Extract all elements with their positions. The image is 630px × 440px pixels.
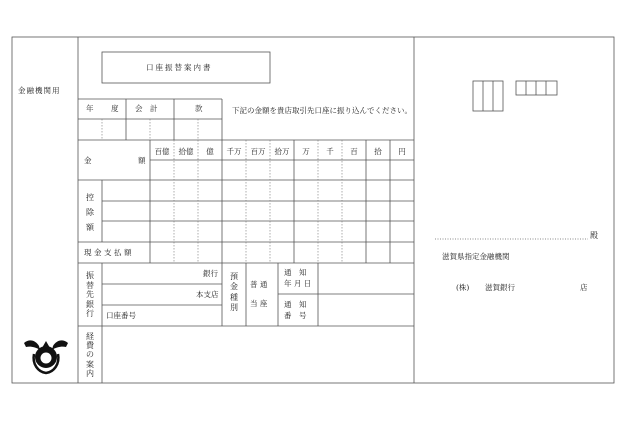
unit-cell: 百万 xyxy=(250,147,266,156)
amount-label-2: 額 xyxy=(138,156,146,165)
unit-cell: 千万 xyxy=(226,147,242,156)
account-number-label: 口座番号 xyxy=(106,311,136,320)
unit-cell: 拾 xyxy=(374,147,382,156)
unit-cell: 千 xyxy=(326,147,334,156)
bank-suffix: 銀行 xyxy=(203,269,218,278)
form-title: 口座振替案内書 xyxy=(146,63,213,72)
section-label: 款 xyxy=(195,104,203,113)
notify-date-label: 通 知 年 月 日 xyxy=(284,268,312,288)
instruction-text: 下記の金額を貴店取引先口座に振り込んでください。 xyxy=(232,106,412,115)
ten-label: 店 xyxy=(580,283,588,292)
designated-bank-label: 滋賀県指定金融機関 xyxy=(442,252,510,261)
amount-label: 金 xyxy=(84,156,92,165)
transfer-bank-label: 振替先銀行 xyxy=(86,271,94,319)
unit-cell: 億 xyxy=(206,147,214,156)
kabushiki-label: (株) xyxy=(456,283,470,292)
unit-cell: 円 xyxy=(398,147,406,156)
side-label: 金融機関用 xyxy=(18,86,61,95)
unit-cell: 万 xyxy=(302,147,310,156)
unit-cell: 拾億 xyxy=(178,147,194,156)
shiga-bank-label: 滋賀銀行 xyxy=(485,283,515,292)
unit-cell: 百億 xyxy=(154,147,170,156)
unit-cell: 拾万 xyxy=(274,147,290,156)
tono-label: 殿 xyxy=(590,231,598,240)
cash-payment-label: 現金支払額 xyxy=(84,248,134,257)
current-label: 当 座 xyxy=(250,299,268,308)
expense-label: 経費の案内 xyxy=(86,332,94,378)
deposit-type-label: 預金種別 xyxy=(230,272,238,313)
account-label: 会 計 xyxy=(135,104,158,113)
notify-number-label: 通 知 番 号 xyxy=(284,300,307,320)
degree-label: 度 xyxy=(111,104,119,113)
year-label: 年 xyxy=(86,104,94,113)
unit-cell: 百 xyxy=(350,147,358,156)
branch-suffix: 本支店 xyxy=(196,290,219,299)
ordinary-label: 普 通 xyxy=(250,280,268,289)
deduction-label: 控除額 xyxy=(86,193,94,233)
